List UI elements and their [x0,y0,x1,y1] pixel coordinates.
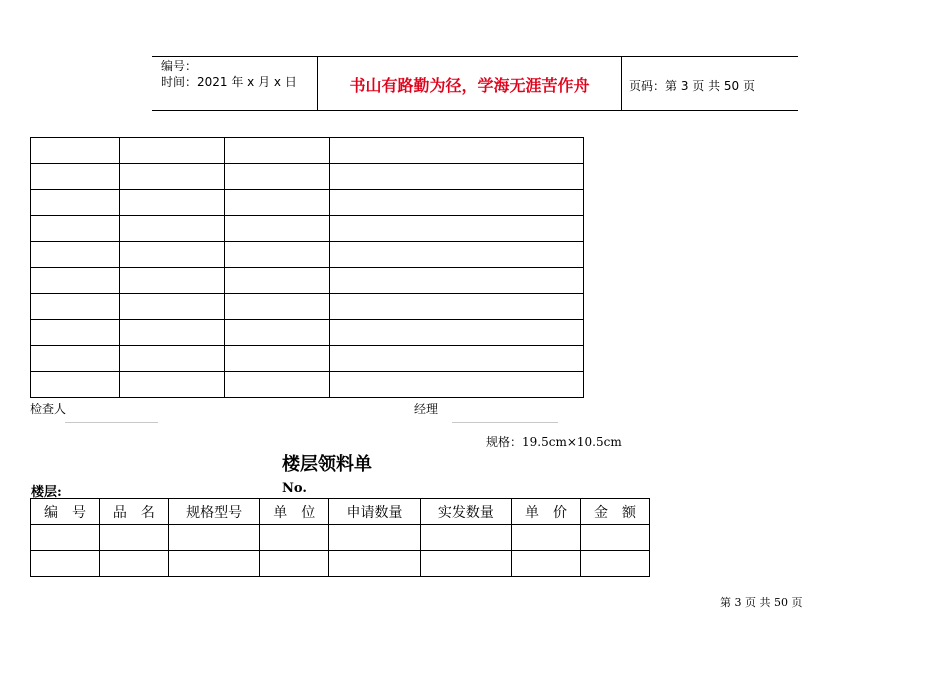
requisition-cell[interactable] [420,551,511,577]
requisition-cell[interactable] [581,525,650,551]
inspection-cell[interactable] [224,216,330,242]
requisition-cell[interactable] [512,525,581,551]
requisition-cell[interactable] [420,525,511,551]
col-code: 编 号 [31,499,100,525]
col-requested-qty: 申请数量 [329,499,420,525]
requisition-cell[interactable] [168,525,259,551]
inspection-cell[interactable] [119,164,224,190]
inspection-table [30,137,584,398]
inspection-cell[interactable] [330,242,584,268]
form-title: 楼层领料单 [282,454,372,475]
inspection-cell[interactable] [224,294,330,320]
inspector-label: 检查人 [30,402,67,416]
inspection-cell[interactable] [330,164,584,190]
inspection-cell[interactable] [224,242,330,268]
inspection-cell[interactable] [224,320,330,346]
inspection-cell[interactable] [119,320,224,346]
inspection-cell[interactable] [224,346,330,372]
inspection-cell[interactable] [31,346,120,372]
spec-label: 规格：19.5cm×10.5cm [486,435,622,449]
inspection-cell[interactable] [31,372,120,398]
requisition-cell[interactable] [31,525,100,551]
header-motto: 书山有路勤为径，学海无涯苦作舟 [349,76,590,95]
requisition-cell[interactable] [168,551,259,577]
inspection-cell[interactable] [330,346,584,372]
requisition-row [31,525,650,551]
requisition-row [31,551,650,577]
inspection-table-body [31,138,584,398]
manager-label: 经理 [414,402,439,416]
page-footer: 第 3 页 共 50 页 [720,596,803,609]
inspection-cell[interactable] [119,346,224,372]
manager-signature-line [452,422,558,423]
requisition-cell[interactable] [512,551,581,577]
requisition-table-body [31,525,650,577]
inspection-cell[interactable] [224,190,330,216]
inspection-cell[interactable] [119,138,224,164]
inspection-row [31,372,584,398]
time-label: 时间：2021 年 x 月 x 日 [161,75,297,89]
requisition-cell[interactable] [99,525,168,551]
inspection-cell[interactable] [330,138,584,164]
inspection-row [31,138,584,164]
inspection-cell[interactable] [31,242,120,268]
requisition-cell[interactable] [260,525,329,551]
inspection-cell[interactable] [119,294,224,320]
inspection-cell[interactable] [224,138,330,164]
inspection-cell[interactable] [31,190,120,216]
inspection-cell[interactable] [31,164,120,190]
header-bottom-rule [152,110,798,111]
inspection-cell[interactable] [119,242,224,268]
number-label: 编号： [161,59,198,73]
col-unit-price: 单 价 [512,499,581,525]
inspection-cell[interactable] [224,372,330,398]
inspection-row [31,346,584,372]
header-top-rule [152,56,798,57]
requisition-table [30,498,650,577]
col-name: 品 名 [99,499,168,525]
inspection-cell[interactable] [31,138,120,164]
requisition-cell[interactable] [329,551,420,577]
inspection-cell[interactable] [31,216,120,242]
requisition-header-row [31,499,650,525]
inspection-cell[interactable] [31,268,120,294]
col-spec: 规格型号 [168,499,259,525]
header-meta [161,58,297,90]
inspection-cell[interactable] [330,372,584,398]
floor-label: 楼层: [31,485,62,500]
inspection-row [31,190,584,216]
requisition-cell[interactable] [99,551,168,577]
inspection-cell[interactable] [330,320,584,346]
inspection-cell[interactable] [330,216,584,242]
inspection-row [31,294,584,320]
inspection-cell[interactable] [119,190,224,216]
header-page-label: 页码：第 3 页 共 50 页 [629,79,755,93]
col-issued-qty: 实发数量 [420,499,511,525]
inspection-cell[interactable] [330,268,584,294]
inspection-row [31,216,584,242]
col-amount: 金 额 [581,499,650,525]
requisition-cell[interactable] [260,551,329,577]
requisition-cell[interactable] [581,551,650,577]
requisition-cell[interactable] [31,551,100,577]
inspection-cell[interactable] [119,216,224,242]
requisition-cell[interactable] [329,525,420,551]
inspection-row [31,320,584,346]
inspection-row [31,164,584,190]
header-divider-right [621,56,622,111]
inspection-cell[interactable] [119,372,224,398]
col-unit: 单 位 [260,499,329,525]
inspection-cell[interactable] [31,294,120,320]
inspection-cell[interactable] [31,320,120,346]
inspection-cell[interactable] [330,190,584,216]
inspection-cell[interactable] [330,294,584,320]
inspection-cell[interactable] [224,164,330,190]
inspection-row [31,268,584,294]
inspection-row [31,242,584,268]
inspector-signature-line [65,422,158,423]
number-field-label: No. [282,481,307,496]
inspection-cell[interactable] [224,268,330,294]
inspection-cell[interactable] [119,268,224,294]
